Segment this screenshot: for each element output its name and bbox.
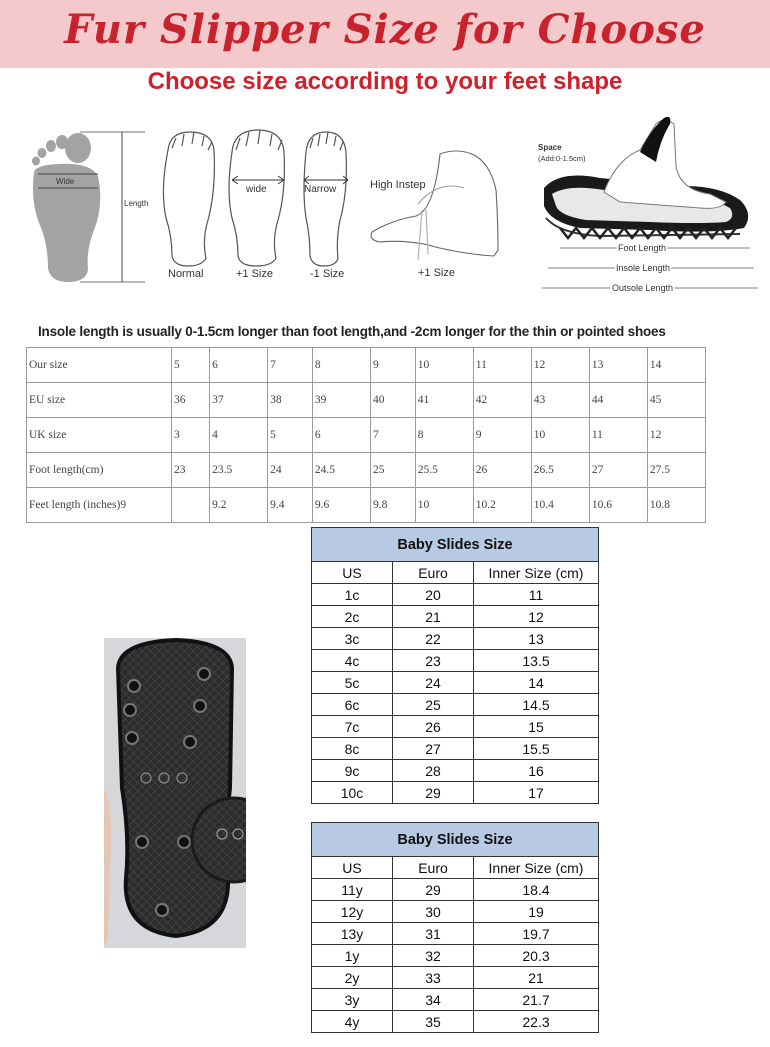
table-cell: 22.3 [474, 1011, 599, 1033]
foot-shape-diagram [20, 110, 765, 305]
table-cell: 9c [312, 760, 393, 782]
insole-length-dim-label: Insole Length [616, 263, 671, 273]
table-row [312, 879, 599, 901]
table-cell: 5c [312, 672, 393, 694]
table-row [312, 945, 599, 967]
table-cell: 33 [393, 967, 474, 989]
table-cell: 10.4 [531, 488, 589, 523]
table-cell: 11y [312, 879, 393, 901]
insole-length-note: Insole length is usually 0-1.5cm longer than foot length,and -2cm longer for the thin or pointed shoes [38, 324, 666, 339]
narrow-foot-outline [304, 132, 348, 266]
table-cell: 15.5 [474, 738, 599, 760]
table-cell: 13 [474, 628, 599, 650]
table-cell: 13y [312, 923, 393, 945]
column-header-euro: Euro [393, 857, 474, 879]
table-cell: 38 [268, 383, 313, 418]
table-cell: 12 [647, 418, 705, 453]
table-cell: 37 [210, 383, 268, 418]
table-cell: 21 [393, 606, 474, 628]
table-row [27, 418, 706, 453]
table-cell: 7 [370, 418, 415, 453]
table-title: Baby Slides Size [312, 528, 599, 562]
table-cell: 10 [415, 488, 473, 523]
table-cell [172, 488, 210, 523]
table-cell: 8 [312, 348, 370, 383]
table-cell: 31 [393, 923, 474, 945]
table-cell: 14 [647, 348, 705, 383]
high-instep-outline [371, 151, 498, 260]
table-cell: 22 [393, 628, 474, 650]
table-cell: 30 [393, 901, 474, 923]
table-cell: 45 [647, 383, 705, 418]
table-cell: 34 [393, 989, 474, 1011]
table-cell: 4 [210, 418, 268, 453]
table-cell: 4y [312, 1011, 393, 1033]
table-cell: 8 [415, 418, 473, 453]
table-cell: 10 [531, 418, 589, 453]
table-cell: 8c [312, 738, 393, 760]
table-cell: 4c [312, 650, 393, 672]
table-cell: 26 [393, 716, 474, 738]
table-cell: 13.5 [474, 650, 599, 672]
table-row [312, 606, 599, 628]
row-label: Foot length(cm) [27, 453, 172, 488]
table-cell: 18.4 [474, 879, 599, 901]
slipper-sole-illustration [104, 638, 246, 948]
foot-length-dim-label: Foot Length [618, 243, 667, 253]
table-cell: 9 [370, 348, 415, 383]
table-cell: 10.2 [473, 488, 531, 523]
table-cell: 10 [415, 348, 473, 383]
table-cell: 35 [393, 1011, 474, 1033]
table-cell: 39 [312, 383, 370, 418]
table-cell: 1c [312, 584, 393, 606]
table-cell: 9.8 [370, 488, 415, 523]
table-cell: 13 [589, 348, 647, 383]
table-cell: 21.7 [474, 989, 599, 1011]
table-cell: 24 [393, 672, 474, 694]
table-row [312, 989, 599, 1011]
outsole-length-dim-label: Outsole Length [612, 283, 674, 293]
table-cell: 14 [474, 672, 599, 694]
narrow-label: Narrow [304, 184, 337, 195]
table-cell: 6 [210, 348, 268, 383]
table-cell: 29 [393, 879, 474, 901]
narrow-caption: -1 Size [310, 268, 345, 280]
table-cell: 29 [393, 782, 474, 804]
row-label: UK size [27, 418, 172, 453]
table-row [312, 967, 599, 989]
table-cell: 27 [589, 453, 647, 488]
table-cell: 23 [393, 650, 474, 672]
table-row [312, 694, 599, 716]
table-cell: 25 [393, 694, 474, 716]
page-title: Fur Slipper Size for Choose [64, 6, 706, 53]
row-label: Feet length (inches)9 [27, 488, 172, 523]
wide-label: wide [246, 184, 267, 195]
table-row [27, 453, 706, 488]
column-header-us: US [312, 562, 393, 584]
table-cell: 11 [473, 348, 531, 383]
table-cell: 41 [415, 383, 473, 418]
table-cell: 11 [589, 418, 647, 453]
table-cell: 9.6 [312, 488, 370, 523]
table-cell: 12 [474, 606, 599, 628]
table-cell: 25 [370, 453, 415, 488]
table-row [312, 584, 599, 606]
table-cell: 21 [474, 967, 599, 989]
table-cell: 9.4 [268, 488, 313, 523]
title-banner [0, 0, 770, 68]
table-cell: 15 [474, 716, 599, 738]
wide-caption: +1 Size [236, 268, 273, 280]
normal-foot-outline [163, 132, 214, 266]
foot-wide-label: Wide [56, 177, 75, 186]
table-cell: 7c [312, 716, 393, 738]
baby-slides-size-table-2 [311, 822, 599, 1033]
table-row [312, 1011, 599, 1033]
slipper-sole-photo [104, 638, 246, 948]
table-cell: 9 [473, 418, 531, 453]
column-header-inner-size: Inner Size (cm) [474, 857, 599, 879]
column-header-us: US [312, 857, 393, 879]
baby-slides-size-table-1 [311, 527, 599, 804]
high-instep-label: High Instep [370, 179, 426, 191]
table-row [312, 672, 599, 694]
space-label: Space [538, 143, 562, 152]
page-subtitle: Choose size according to your feet shape [147, 68, 623, 95]
table-row [27, 488, 706, 523]
table-cell: 27.5 [647, 453, 705, 488]
table-cell: 20.3 [474, 945, 599, 967]
table-row [312, 760, 599, 782]
table-cell: 43 [531, 383, 589, 418]
table-cell: 24 [268, 453, 313, 488]
table-row [312, 923, 599, 945]
table-cell: 1y [312, 945, 393, 967]
table-cell: 9.2 [210, 488, 268, 523]
table-row [312, 716, 599, 738]
table-cell: 26.5 [531, 453, 589, 488]
table-cell: 42 [473, 383, 531, 418]
table-cell: 6 [312, 418, 370, 453]
table-cell: 10.6 [589, 488, 647, 523]
table-cell: 19 [474, 901, 599, 923]
foot-silhouette-illustration [32, 133, 100, 282]
table-title: Baby Slides Size [312, 823, 599, 857]
table-cell: 27 [393, 738, 474, 760]
size-conversion-table [26, 347, 706, 523]
table-cell: 14.5 [474, 694, 599, 716]
table-cell: 17 [474, 782, 599, 804]
table-cell: 12 [531, 348, 589, 383]
table-row [312, 738, 599, 760]
table-row [312, 628, 599, 650]
table-row [27, 383, 706, 418]
table-row [312, 650, 599, 672]
table-cell: 3y [312, 989, 393, 1011]
column-header-inner-size: Inner Size (cm) [474, 562, 599, 584]
table-cell: 40 [370, 383, 415, 418]
table-cell: 16 [474, 760, 599, 782]
table-cell: 2c [312, 606, 393, 628]
row-label: EU size [27, 383, 172, 418]
table-row [312, 901, 599, 923]
table-cell: 32 [393, 945, 474, 967]
table-row [312, 782, 599, 804]
table-cell: 24.5 [312, 453, 370, 488]
table-cell: 44 [589, 383, 647, 418]
table-cell: 3 [172, 418, 210, 453]
shoe-cross-section-illustration [544, 117, 748, 238]
table-cell: 6c [312, 694, 393, 716]
table-cell: 23.5 [210, 453, 268, 488]
table-cell: 25.5 [415, 453, 473, 488]
table-row [27, 348, 706, 383]
table-cell: 20 [393, 584, 474, 606]
table-cell: 7 [268, 348, 313, 383]
table-cell: 5 [268, 418, 313, 453]
table-cell: 11 [474, 584, 599, 606]
table-cell: 2y [312, 967, 393, 989]
table-cell: 23 [172, 453, 210, 488]
table-cell: 10.8 [647, 488, 705, 523]
table-cell: 3c [312, 628, 393, 650]
space-add-label: (Add:0-1.5cm) [538, 154, 586, 163]
table-cell: 26 [473, 453, 531, 488]
table-cell: 36 [172, 383, 210, 418]
table-cell: 5 [172, 348, 210, 383]
table-cell: 10c [312, 782, 393, 804]
normal-caption: Normal [168, 268, 204, 280]
column-header-euro: Euro [393, 562, 474, 584]
row-label: Our size [27, 348, 172, 383]
foot-length-label: Length [124, 199, 149, 208]
table-cell: 28 [393, 760, 474, 782]
table-cell: 12y [312, 901, 393, 923]
table-cell: 19.7 [474, 923, 599, 945]
high-instep-caption: +1 Size [418, 267, 455, 279]
wide-foot-outline [229, 130, 284, 266]
